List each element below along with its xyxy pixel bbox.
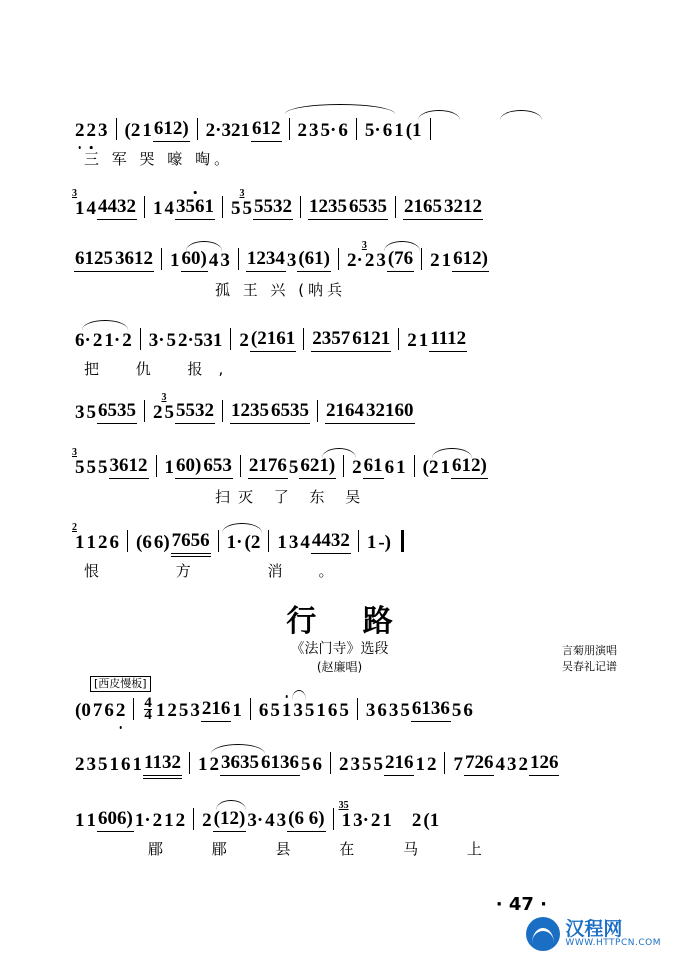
note: 2 bbox=[430, 250, 440, 271]
note: 2 bbox=[239, 330, 249, 351]
note: 6121 bbox=[351, 328, 391, 352]
notation-row bbox=[72, 447, 614, 479]
note: 653 bbox=[202, 455, 233, 479]
note: 2 bbox=[175, 810, 186, 831]
note: 2357 bbox=[311, 328, 351, 352]
note: 60) bbox=[175, 455, 202, 479]
note: 1112 bbox=[429, 328, 467, 352]
note: 1 bbox=[418, 330, 429, 351]
note: 2 bbox=[338, 754, 349, 775]
note: 2 bbox=[92, 330, 103, 351]
note: (6 bbox=[136, 532, 152, 553]
note: 1235 bbox=[308, 196, 348, 220]
note: 1 bbox=[394, 120, 404, 141]
note: 1· bbox=[104, 330, 121, 351]
note: 1 bbox=[75, 810, 85, 831]
note: 216 bbox=[201, 698, 232, 722]
note: 1132 bbox=[143, 752, 182, 776]
ornament: 2 bbox=[72, 522, 77, 533]
note: 621) bbox=[299, 455, 336, 479]
note: 1 bbox=[197, 754, 208, 775]
watermark-url: WWW.HTTPCN.COM bbox=[565, 938, 661, 948]
note: 6) bbox=[153, 532, 170, 553]
barline bbox=[330, 752, 331, 774]
note: 1 bbox=[170, 250, 180, 271]
slur bbox=[222, 523, 262, 533]
slur bbox=[82, 320, 128, 330]
note: 1 bbox=[281, 700, 292, 721]
final-barline bbox=[401, 530, 404, 552]
note: 2176 bbox=[248, 455, 288, 479]
note: 3612 bbox=[109, 455, 149, 479]
lyric-line: 郿 郿 县 在 马 上 bbox=[148, 840, 504, 858]
note: 32160 bbox=[365, 400, 415, 424]
barline bbox=[238, 248, 239, 270]
barline bbox=[398, 328, 399, 350]
note: 2 bbox=[152, 810, 163, 831]
note: 612) bbox=[452, 248, 489, 272]
note: 6 bbox=[384, 457, 395, 478]
note: 4 bbox=[86, 198, 96, 219]
note: 1235 bbox=[230, 400, 270, 424]
note: 2 bbox=[209, 754, 219, 775]
barline bbox=[289, 118, 290, 140]
note: 2· bbox=[346, 250, 363, 271]
note: 5· bbox=[364, 120, 381, 141]
note: 1 bbox=[153, 198, 163, 219]
note: 2 bbox=[75, 120, 85, 141]
note: 3 bbox=[376, 250, 386, 271]
note: 1 bbox=[132, 754, 142, 775]
note: 2 bbox=[98, 532, 108, 553]
note: 5 bbox=[361, 754, 372, 775]
barline bbox=[414, 455, 415, 477]
note: 2165 bbox=[403, 196, 443, 220]
slur bbox=[322, 448, 356, 458]
note: (2 bbox=[124, 120, 141, 141]
note: 5 bbox=[288, 457, 299, 478]
note: 1 bbox=[86, 532, 96, 553]
notation-row bbox=[72, 522, 614, 554]
note: 5 bbox=[98, 457, 108, 478]
note: 1 bbox=[155, 700, 166, 721]
note: (12) bbox=[213, 808, 247, 832]
notation-row bbox=[74, 328, 614, 352]
slur bbox=[500, 110, 542, 120]
note: 1 bbox=[396, 457, 406, 478]
watermark bbox=[526, 917, 661, 951]
slur bbox=[211, 744, 265, 754]
note: 2164 bbox=[325, 400, 365, 424]
watermark-text: 汉程网 bbox=[565, 918, 623, 940]
note: 3212 bbox=[443, 196, 483, 220]
note: 6535 bbox=[270, 400, 310, 424]
note: 3 bbox=[288, 532, 299, 553]
barline bbox=[395, 196, 396, 218]
note: 2 bbox=[202, 810, 212, 831]
note: 6 bbox=[258, 700, 269, 721]
note: 6· bbox=[75, 330, 91, 351]
barline bbox=[144, 400, 145, 422]
note: 2 bbox=[370, 810, 381, 831]
credit-performer: 言菊朋演唱 bbox=[562, 644, 617, 657]
ornament: 3 bbox=[239, 188, 245, 199]
note: 5· bbox=[320, 120, 337, 141]
note: 5 bbox=[231, 198, 241, 219]
note: (61) bbox=[297, 248, 331, 272]
note: 2 3 bbox=[361, 240, 375, 271]
note: 6535 bbox=[97, 400, 137, 424]
section-subtitle: 《法门寺》选段 bbox=[290, 641, 389, 657]
note: 5 bbox=[451, 700, 462, 721]
notation-row bbox=[74, 695, 614, 723]
note: 5 bbox=[339, 700, 349, 721]
note: 5532 bbox=[253, 196, 293, 220]
note: 4432 bbox=[97, 196, 137, 220]
note: 3 bbox=[365, 700, 376, 721]
note: 6 bbox=[327, 700, 338, 721]
note: 5 bbox=[373, 754, 383, 775]
note: 6136 bbox=[411, 698, 451, 722]
note: (1 bbox=[405, 120, 422, 141]
notation-row bbox=[74, 118, 614, 142]
note: 2 bbox=[86, 120, 96, 141]
note: 3 bbox=[293, 700, 303, 721]
note: 2 bbox=[518, 754, 528, 775]
note: 2 bbox=[411, 810, 422, 831]
note: 6 bbox=[382, 120, 393, 141]
note: 1 2 bbox=[72, 522, 85, 553]
note: 2 bbox=[297, 120, 307, 141]
note: 612 bbox=[251, 118, 282, 142]
lyric-line: 把 仇 报, bbox=[84, 360, 240, 378]
note: 126 bbox=[529, 752, 560, 776]
slur bbox=[216, 800, 246, 810]
barline bbox=[338, 248, 339, 270]
lyric-line: 扫灭 了 东 吴 bbox=[215, 488, 369, 506]
lyric-line: 恨 方 消。 bbox=[84, 562, 370, 580]
note: 2 bbox=[426, 754, 437, 775]
note: 4 bbox=[495, 754, 505, 775]
note: 4 bbox=[164, 198, 174, 219]
notation-row bbox=[74, 240, 614, 272]
note: 6136 bbox=[260, 752, 300, 776]
note: 3 bbox=[98, 120, 108, 141]
note: 1· bbox=[134, 810, 151, 831]
note: 1 bbox=[277, 532, 287, 553]
note: 1 bbox=[415, 754, 425, 775]
note: 3· bbox=[148, 330, 165, 351]
barline bbox=[333, 808, 334, 830]
barline bbox=[303, 328, 304, 350]
note: 5 bbox=[98, 754, 108, 775]
notation-row bbox=[74, 800, 614, 832]
note: 6535 bbox=[348, 196, 388, 220]
barline bbox=[430, 118, 431, 140]
note: 1 35 bbox=[338, 800, 352, 831]
note: 2·531 bbox=[178, 330, 223, 351]
note: 3 bbox=[190, 700, 200, 721]
note: 612) bbox=[451, 455, 488, 479]
note: (76 bbox=[387, 248, 414, 272]
note: 3 bbox=[506, 754, 517, 775]
slur bbox=[432, 448, 472, 458]
note: 1 3 bbox=[72, 188, 85, 219]
note: 612) bbox=[153, 118, 190, 142]
barline bbox=[358, 530, 359, 552]
slur bbox=[186, 241, 222, 251]
note: 3 bbox=[286, 250, 297, 271]
note: (0 bbox=[75, 700, 91, 721]
page-number-value: 47 bbox=[508, 894, 534, 915]
credits bbox=[562, 643, 617, 675]
note: 3 bbox=[86, 754, 96, 775]
note: 6 bbox=[109, 532, 119, 553]
note: 1 bbox=[232, 700, 242, 721]
slur bbox=[384, 241, 420, 251]
time-signature: $\frac{4}{4}$ bbox=[144, 695, 152, 723]
note: 5 bbox=[86, 457, 96, 478]
note: 5 3 bbox=[161, 392, 174, 423]
section-subtitle-role: (赵廉唱) bbox=[316, 660, 363, 674]
note: 1 bbox=[441, 250, 452, 271]
note: 7656 bbox=[171, 530, 211, 554]
note: 6 bbox=[104, 700, 114, 721]
note: 1234 bbox=[246, 248, 286, 272]
note: 3612 bbox=[114, 248, 154, 272]
slur bbox=[418, 110, 460, 120]
note: 2·321 bbox=[205, 120, 250, 141]
note: 3561 bbox=[175, 196, 215, 220]
note: (1 bbox=[423, 810, 440, 831]
barline bbox=[197, 118, 198, 140]
note: 1 bbox=[86, 810, 96, 831]
note: 1 bbox=[164, 457, 174, 478]
note: 3· bbox=[353, 810, 369, 831]
ornament: 3 bbox=[361, 240, 367, 251]
slur bbox=[292, 690, 306, 700]
credit-transcriber: 吴春礼记谱 bbox=[562, 660, 617, 673]
note: 726 bbox=[464, 752, 495, 776]
note: 5 bbox=[304, 700, 315, 721]
ornament: 35 bbox=[338, 800, 349, 811]
note: 4 bbox=[208, 250, 219, 271]
barline bbox=[230, 328, 231, 350]
lyric-line: 孤 王 兴 (呐兵 bbox=[215, 281, 347, 299]
barline bbox=[268, 530, 269, 552]
note: (2161 bbox=[250, 328, 296, 352]
note: 7 bbox=[453, 754, 463, 775]
note: 5 bbox=[178, 700, 189, 721]
barline bbox=[222, 196, 223, 218]
barline bbox=[218, 530, 219, 552]
note: 2 bbox=[167, 700, 177, 721]
barline bbox=[317, 400, 318, 422]
note: 4 bbox=[265, 810, 275, 831]
logo-icon bbox=[526, 917, 560, 951]
barline bbox=[156, 455, 157, 477]
ornament: 3 bbox=[72, 447, 77, 458]
note: 2 bbox=[115, 700, 126, 721]
note: (2 bbox=[244, 532, 261, 553]
note: 7 bbox=[92, 700, 103, 721]
barline bbox=[250, 698, 251, 720]
note: 3 bbox=[350, 754, 360, 775]
note: (2 bbox=[422, 457, 439, 478]
barline bbox=[356, 118, 357, 140]
barline bbox=[240, 455, 241, 477]
note: 1· bbox=[226, 532, 243, 553]
barline bbox=[189, 752, 190, 774]
note: 4 bbox=[300, 532, 310, 553]
note: (6 6) bbox=[287, 808, 325, 832]
note: 6 bbox=[463, 700, 473, 721]
notation-row bbox=[72, 188, 614, 220]
note: 5 bbox=[300, 754, 311, 775]
note: -) bbox=[378, 532, 391, 553]
ornament: 3 bbox=[72, 188, 77, 199]
note: 1 bbox=[164, 810, 174, 831]
barline bbox=[161, 248, 162, 270]
note: 2 bbox=[75, 754, 85, 775]
barline bbox=[133, 698, 134, 720]
note: 5 3 bbox=[72, 447, 85, 478]
note: 61 bbox=[363, 455, 384, 479]
note: 5 bbox=[270, 700, 280, 721]
barline bbox=[357, 698, 358, 720]
note: 3 bbox=[220, 250, 230, 271]
barline bbox=[300, 196, 301, 218]
note: 1 bbox=[440, 457, 450, 478]
note: 216 bbox=[384, 752, 415, 776]
note: 606) bbox=[97, 808, 134, 832]
section-title: 行 路 bbox=[286, 604, 411, 639]
barline bbox=[222, 400, 223, 422]
tempo-marking: [西皮慢板] bbox=[90, 676, 151, 692]
note: 3 bbox=[75, 402, 85, 423]
note: 60) bbox=[181, 248, 208, 272]
note: 3 bbox=[276, 810, 287, 831]
note: 1 bbox=[382, 810, 392, 831]
note: 6 bbox=[338, 120, 348, 141]
barline bbox=[193, 808, 194, 830]
barline bbox=[116, 118, 117, 140]
note: 6 bbox=[312, 754, 322, 775]
note: 5 3 bbox=[239, 188, 252, 219]
notation-row bbox=[74, 752, 614, 776]
note: 1 bbox=[142, 120, 152, 141]
note: 1 bbox=[316, 700, 326, 721]
barline bbox=[421, 248, 422, 270]
lyric-line: 三 军 哭 嚎 啕。 bbox=[84, 150, 234, 168]
note: 6 bbox=[121, 754, 131, 775]
note: 5 bbox=[166, 330, 177, 351]
notation-row bbox=[74, 392, 614, 424]
note: 6 bbox=[377, 700, 387, 721]
barline bbox=[127, 530, 128, 552]
ornament: 3 bbox=[161, 392, 167, 403]
note: 1 bbox=[366, 532, 377, 553]
note: 1 bbox=[109, 754, 119, 775]
note: 2 bbox=[122, 330, 132, 351]
slur bbox=[285, 104, 395, 114]
barline bbox=[444, 752, 445, 774]
note: 4432 bbox=[311, 530, 351, 554]
note: 5532 bbox=[175, 400, 215, 424]
note: 3 bbox=[309, 120, 319, 141]
note: 5 bbox=[86, 402, 96, 423]
page-number: · 47 · bbox=[495, 894, 547, 915]
note: 3 bbox=[388, 700, 399, 721]
barline bbox=[144, 196, 145, 218]
note: 5 bbox=[400, 700, 410, 721]
barline bbox=[140, 328, 141, 350]
note: 6125 bbox=[74, 248, 114, 272]
note: 2 bbox=[407, 330, 417, 351]
page-number-text: · bbox=[495, 894, 509, 915]
note: 3635 bbox=[220, 752, 260, 776]
barline bbox=[343, 455, 344, 477]
note: 2 bbox=[153, 402, 163, 423]
note: 2 bbox=[352, 457, 362, 478]
note: 3· bbox=[247, 810, 264, 831]
